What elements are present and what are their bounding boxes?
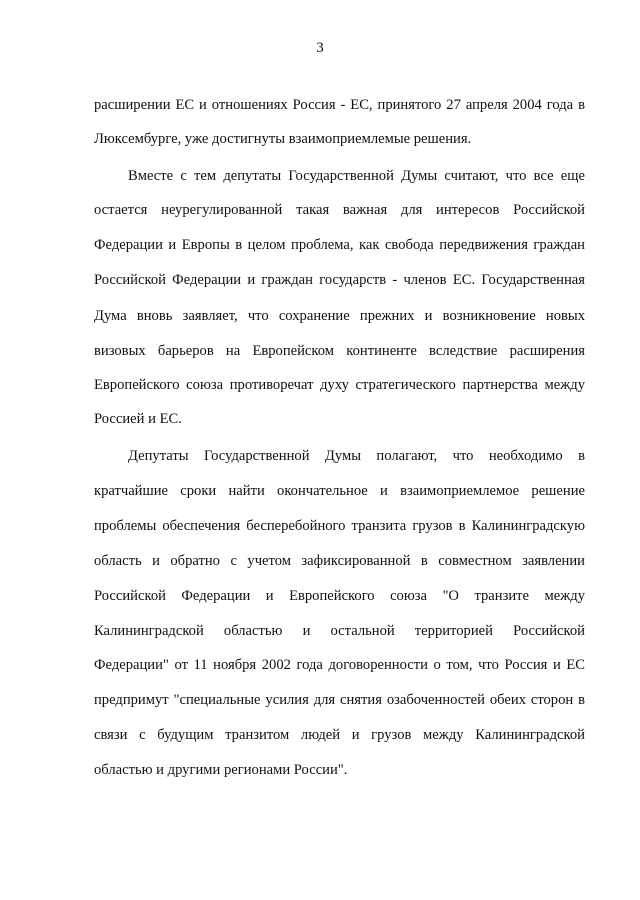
text-line: Российской Федерации и Европейского союза "О транзите между: [94, 588, 585, 604]
text-line: область и обратно с учетом зафиксированной в совместном заявлении: [94, 553, 585, 569]
text-line: предпримут "специальные усилия для снятия озабоченностей обеих сторон в: [94, 692, 585, 708]
text-line: Дума вновь заявляет, что сохранение прежних и возникновение новых: [94, 308, 585, 324]
text-line: проблемы обеспечения бесперебойного транзита грузов в Калининградскую: [94, 518, 585, 534]
text-line: Россией и ЕС.: [94, 411, 182, 427]
text-line: Вместе с тем депутаты Государственной Думы считают, что все еще: [128, 168, 585, 184]
text-line: Европейского союза противоречат духу стратегического партнерства между: [94, 377, 585, 393]
text-line: связи с будущим транзитом людей и грузов между Калининградской: [94, 727, 585, 743]
text-line: Федерации" от 11 ноября 2002 года договоренности о том, что Россия и ЕС: [94, 657, 585, 673]
text-line: Калининградской областью и остальной территорией Российской: [94, 623, 585, 639]
text-line: Российской Федерации и граждан государств - членов ЕС. Государственная: [94, 272, 585, 288]
page-number: 3: [316, 40, 324, 56]
text-line: Люксембурге, уже достигнуты взаимоприемлемые решения.: [94, 131, 472, 147]
text-line: областью и другими регионами России".: [94, 762, 348, 778]
text-line: Федерации и Европы в целом проблема, как свобода передвижения граждан: [94, 237, 585, 253]
text-line: Депутаты Государственной Думы полагают, что необходимо в: [128, 448, 585, 464]
text-line: визовых барьеров на Европейском континенте вследствие расширения: [94, 343, 585, 359]
text-line: остается неурегулированной такая важная для интересов Российской: [94, 202, 585, 218]
text-line: расширении ЕС и отношениях Россия - ЕС, принятого 27 апреля 2004 года в: [94, 97, 585, 113]
text-line: кратчайшие сроки найти окончательное и взаимоприемлемое решение: [94, 483, 585, 499]
